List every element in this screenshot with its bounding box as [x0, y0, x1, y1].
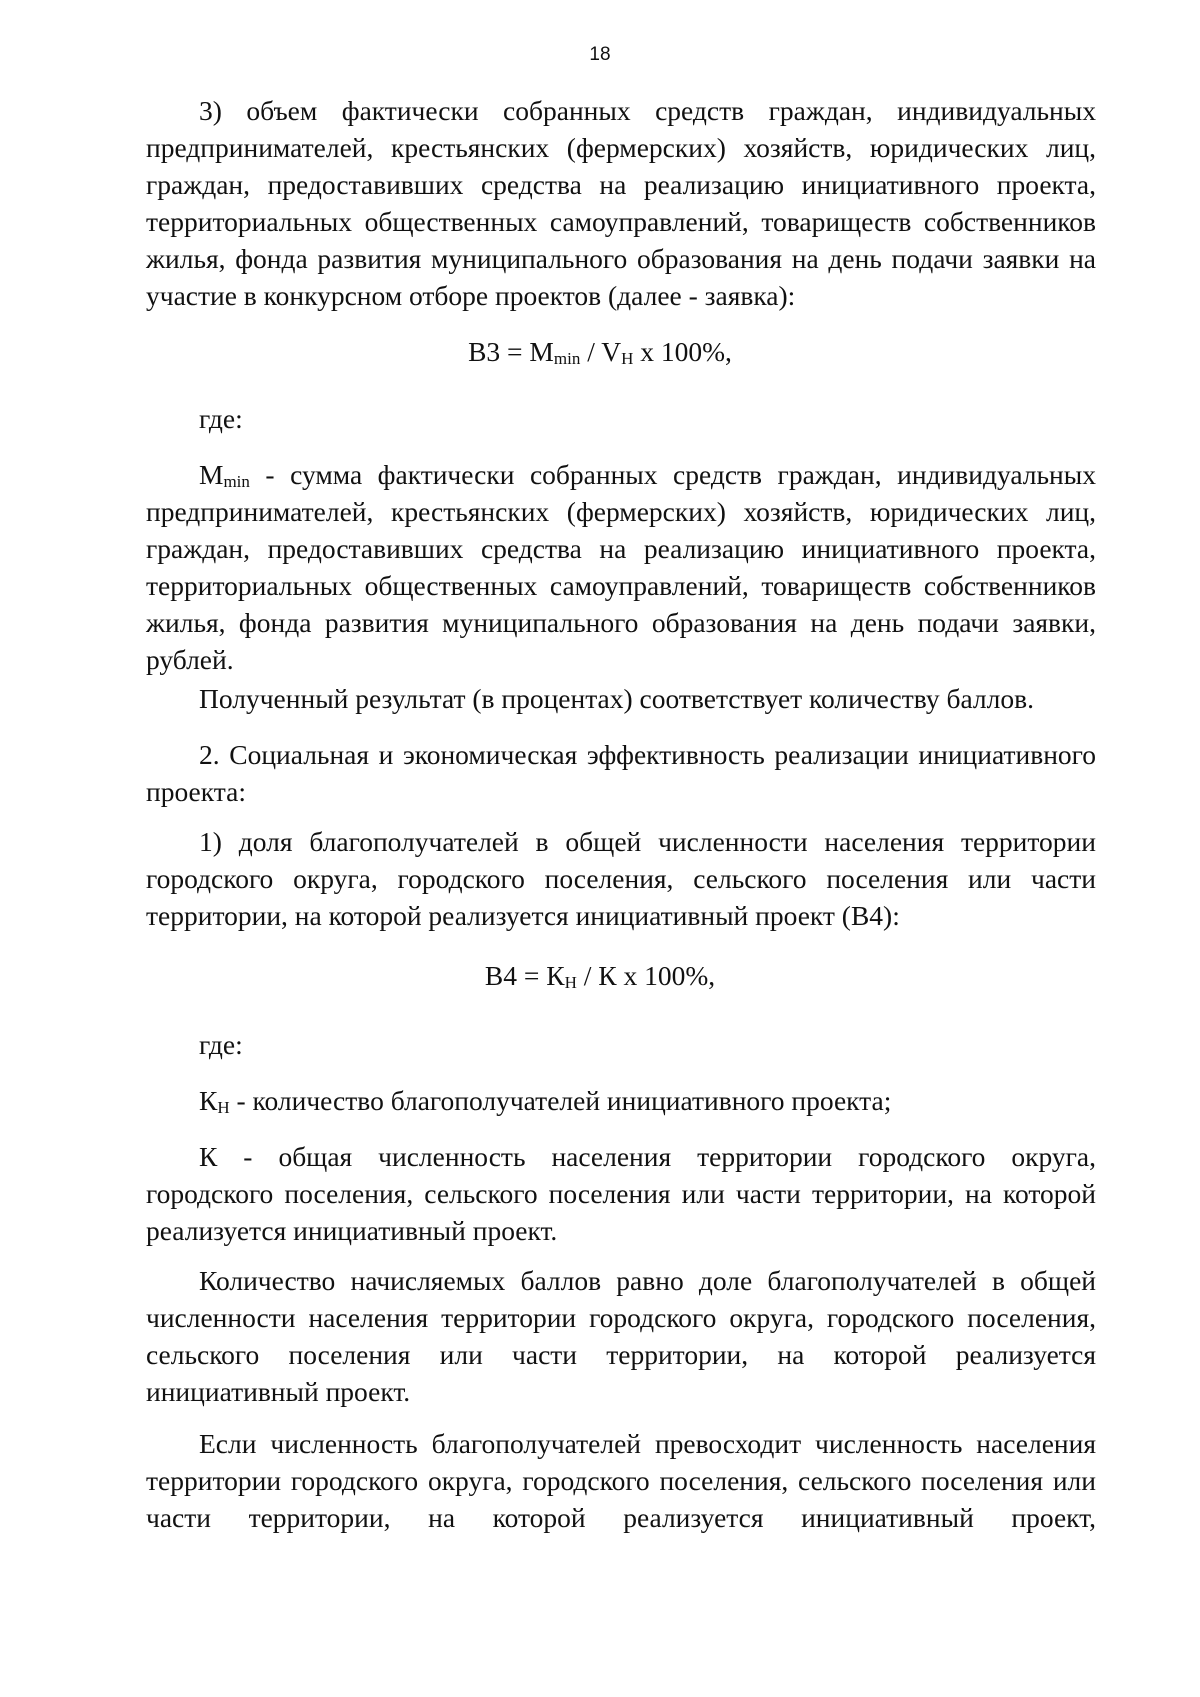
where-label-2: где:	[199, 1029, 243, 1060]
paragraph-mmin-definition: $М_{min}$ - сумма фактически собранных средств граждан, индивидуальных предпринимателей, крестьянских (фермерских) хозяйств, юридических лиц, граждан, предоставивших средства на реализацию инициативного проекта, территориальных общественных самоуправлений, товариществ собственников жилья, фонда развития муниципального образования на день подачи заявки, рублей.	[146, 459, 1096, 675]
formula-b4: $В4 = К_Н / К$ х 100%,	[484, 960, 716, 992]
page-number: 18	[589, 44, 611, 65]
paragraph-result-note: Полученный результат (в процентах) соответствует количеству баллов.	[199, 683, 1034, 714]
formula-b3: $В3 = М_{min} / V_Н$ х 100%,	[468, 336, 732, 368]
where-label-1: где:	[199, 403, 243, 434]
paragraph-item-1: 1) доля благополучателей в общей численности населения территории городского округа, городского поселения, сельского поселения или части территории, на которой реализуется инициативный проект (В4):	[146, 826, 1096, 931]
paragraph-section-2: 2. Социальная и экономическая эффективность реализации инициативного проекта:	[146, 739, 1096, 807]
paragraph-overflow-rule: Если численность благополучателей превосходит численность населения территории городского округа, городского поселения, сельского поселения или части территории, на которой реализуется инициативный проект,	[146, 1428, 1096, 1533]
paragraph-kh-definition: $К_Н$ - количество благополучателей инициативного проекта;	[199, 1085, 892, 1117]
paragraph-points-rule: Количество начисляемых баллов равно доле благополучателей в общей численности населения территории городского округа, городского поселения, сельского поселения или части территории, на которой реализуется инициативный проект.	[146, 1265, 1096, 1407]
paragraph-k-definition: К - общая численность населения территории городского округа, городского поселения, сельского поселения или части территории, на которой реализуется инициативный проект.	[146, 1141, 1096, 1246]
paragraph-item-3: 3) объем фактически собранных средств граждан, индивидуальных предпринимателей, крестьянских (фермерских) хозяйств, юридических лиц, граждан, предоставивших средства на реализацию инициативного проекта, территориальных общественных самоуправлений, товариществ собственников жилья, фонда развития муниципального образования на день подачи заявки на участие в конкурсном отборе проектов (далее - заявка):	[146, 95, 1096, 311]
